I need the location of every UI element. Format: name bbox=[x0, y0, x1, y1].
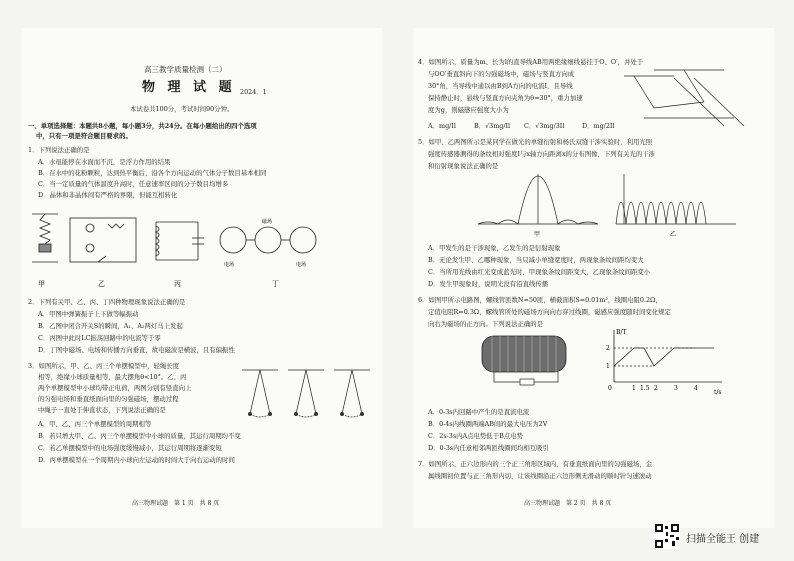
fig-label-field-3: 电场 bbox=[296, 262, 307, 268]
graph-ytick-1: 1 bbox=[606, 363, 610, 370]
q4-stem-5: 度为g，则磁感应强度大小为 bbox=[428, 106, 509, 114]
fig-label-ding: 丁 bbox=[272, 280, 279, 288]
q5-intensity-figure bbox=[474, 172, 744, 238]
page-2-footer: 高三物理试题 第 2 页 共 8 页 bbox=[524, 500, 612, 507]
page-1-footer: 高三物理试题 第 1 页 共 8 页 bbox=[132, 500, 220, 507]
q5-label-yi: 乙 bbox=[670, 231, 677, 238]
exam-header: 高三教学质量检测（二） bbox=[144, 65, 227, 74]
fig-label-jia: 甲 bbox=[38, 280, 45, 288]
q3-option-a: A．甲、乙、丙三个单摆模型的周期相等 bbox=[38, 420, 152, 428]
graph-xtick-0: 0 bbox=[608, 385, 612, 392]
q3-stem-1: 3．如图所示，甲、乙、丙三个单摆模型中，轻绳长度 bbox=[28, 362, 180, 370]
page-2 bbox=[414, 28, 774, 528]
q5-stem-2: 强度传感器测得的条纹相对强度I与x轴方向距离x的分布图像，下列有关光的干涉 bbox=[428, 150, 656, 158]
q4-option-a: A．mg/Il bbox=[428, 122, 456, 130]
q5-option-c: C．当所用光线由红光变成蓝光时，甲现象条纹间距变大，乙现象条纹间距变小 bbox=[428, 268, 651, 276]
q4-stem-2: 与OO′垂直斜向下的匀强磁场中，磁场与竖直方向成 bbox=[428, 70, 575, 78]
q4-stem-4: 保持静止时，悬线与竖直方向夹角为θ=30°，重力加速 bbox=[428, 94, 583, 102]
q2-stem: 2．下列有关甲、乙、丙、丁四种物理现象说法正确的是 bbox=[28, 298, 186, 306]
scanner-watermark: 扫描全能王 创建 bbox=[686, 534, 760, 545]
q7-stem-2: 属线圈初位置与正三角形内切，让该线圈沿正六边形侧无滑动的顺时针匀速滚动 bbox=[428, 472, 652, 480]
graph-y-label: B/T bbox=[616, 329, 627, 336]
q6-bt-graph bbox=[604, 326, 730, 400]
graph-xtick-3: 3 bbox=[674, 385, 678, 392]
page-title: 物 理 试 题 bbox=[142, 80, 236, 95]
q5-option-a: A．甲发生的是干涉现象，乙发生的是衍射现象 bbox=[428, 244, 561, 252]
q1-option-c: C．当一定质量的气体温度升高时，任意速率区间的分子数目均增多 bbox=[38, 180, 229, 188]
q3-option-c: C．若乙单摆模型中的电场强度缓慢减小，其运行周期将逐渐变短 bbox=[38, 444, 222, 452]
q5-stem-1: 5．如甲、乙两图所示是某同学在做光的单缝衍射和杨氏双缝干涉实验时，利用光照 bbox=[418, 138, 653, 146]
graph-ytick-2: 2 bbox=[606, 345, 610, 352]
q5-stem-3: 和衍射现象说法正确的是 bbox=[428, 162, 499, 170]
exam-date: 2024．1 bbox=[240, 88, 267, 96]
q3-stem-2: 相等，绝缘小球质量相等，最大摆角θ<10°。乙、丙 bbox=[38, 373, 187, 381]
exam-note: 本试卷共100分，考试时间90分钟。 bbox=[130, 105, 234, 113]
q4-rail-figure bbox=[614, 68, 754, 130]
fig-label-bing: 丙 bbox=[174, 280, 181, 288]
q1-option-d: D．晶体和非晶体间有严格的界限，但能互相转化 bbox=[38, 191, 178, 199]
q3-stem-3: 两个单摆模型中小球均带正电荷，两图分别有竖直向上 bbox=[38, 384, 192, 392]
fig-label-field-1: 电场 bbox=[224, 262, 235, 268]
section1-heading: 一、单项选择题：本题共8小题，每小题3分，共24分。在每小题给出的四个选项 bbox=[28, 122, 257, 130]
graph-xtick-2: 2 bbox=[654, 385, 658, 392]
q6-stem-1: 6．如图甲所示电路图，螺线管匝数N=50匝，横截面积S=0.01m²，线圈电阻0.2Ω， bbox=[418, 296, 662, 304]
fig-label-field-2: 磁场 bbox=[262, 219, 273, 225]
q6-stem-3: 向右为磁场的正方向。下列说法正确的是 bbox=[428, 320, 544, 328]
q3-pendulum-figure bbox=[238, 366, 378, 436]
q4-option-d: D．mg/2Il bbox=[582, 122, 615, 130]
q6-option-b: B．0-4s内线圈两端AB间的最大电压为2V bbox=[428, 420, 548, 428]
q5-option-d: D．发生甲现象时，说明光没有沿直线传播 bbox=[428, 280, 549, 288]
graph-xtick-4: 4 bbox=[694, 385, 698, 392]
q3-stem-5: 中绳子一直处于伸直状态，下列说法正确的是 bbox=[38, 406, 166, 414]
q1-option-b: B．在水中的花粉颗粒，达到热平衡后，沿各个方向运动的气体分子数目基本相同 bbox=[38, 169, 267, 177]
q3-option-d: D．丙单摆模型在一个周期内小球向左运动的时间大于向右运动的时间 bbox=[38, 456, 235, 464]
q2-figure bbox=[28, 204, 328, 292]
q6-option-c: C．2s-3s内A点电势低于B点电势 bbox=[428, 432, 523, 440]
q3-stem-4: 的匀强电场和垂直纸面向里的匀强磁场，摆动过程 bbox=[38, 395, 179, 403]
q1-option-a: A．水黾能停在水面而不沉，是浮力作用的结果 bbox=[38, 158, 171, 166]
graph-x-label: t/s bbox=[714, 389, 722, 396]
q4-stem-1: 4．如图所示，质量为m、长为l的直导线AB用两绝缘细线悬挂于O、O′，并处于 bbox=[418, 58, 644, 66]
q4-option-b: B．√3mg/Il bbox=[474, 122, 511, 130]
q4-stem-3: 30°角，当导线中通以由B到A方向的电流I，且导线 bbox=[428, 82, 573, 90]
q5-label-jia: 甲 bbox=[534, 231, 541, 238]
q2-option-b: B．乙图中闭合开关S的瞬间，A₁、A₂两灯马上发起 bbox=[38, 322, 183, 330]
q6-option-d: D．0-3s内任意相邻两匝线圈间均相互吸引 bbox=[428, 444, 549, 452]
qr-code-icon bbox=[654, 523, 680, 549]
graph-xtick-15: 1.5 bbox=[640, 385, 650, 392]
q7-stem-1: 7．如图所示，正六边形内的三个正三角形区域内，有垂直纸面向里的匀强磁场，金 bbox=[418, 460, 653, 468]
section1-heading-2: 中，只有一项是符合题目要求的。 bbox=[36, 132, 132, 140]
q6-solenoid-figure bbox=[474, 330, 590, 388]
fig-label-yi: 乙 bbox=[98, 280, 105, 288]
q6-option-a: A．0-3s内回路中产生的是直流电流 bbox=[428, 408, 530, 416]
q5-option-b: B．无论发生甲、乙哪种现象，当只减小单缝宽度时，两现象条纹间距均变大 bbox=[428, 256, 644, 264]
graph-xtick-1: 1 bbox=[632, 385, 636, 392]
q3-option-b: B．若只增大甲、乙、丙三个单摆模型中小球的质量，其运行周期均不变 bbox=[38, 432, 241, 440]
q6-stem-2: 定值电阻R=0.3Ω，螺线管所处的磁场方向向右穿过线圈，磁感应强度随时间变化规定 bbox=[428, 308, 671, 316]
q4-option-c: C．√3mg/3Il bbox=[524, 122, 565, 130]
q2-option-c: C．丙图中此时LC振荡回路中的电流等于零 bbox=[38, 334, 161, 342]
q2-option-d: D．丁图中磁场、电场和传播方向垂直，故电磁波是横波，且有偏振性 bbox=[38, 346, 235, 354]
q2-option-a: A．甲图中弹簧振子上下做等幅振动 bbox=[38, 310, 139, 318]
page-1 bbox=[22, 28, 382, 528]
q1-stem: 1．下列说法正确的是 bbox=[28, 146, 90, 154]
